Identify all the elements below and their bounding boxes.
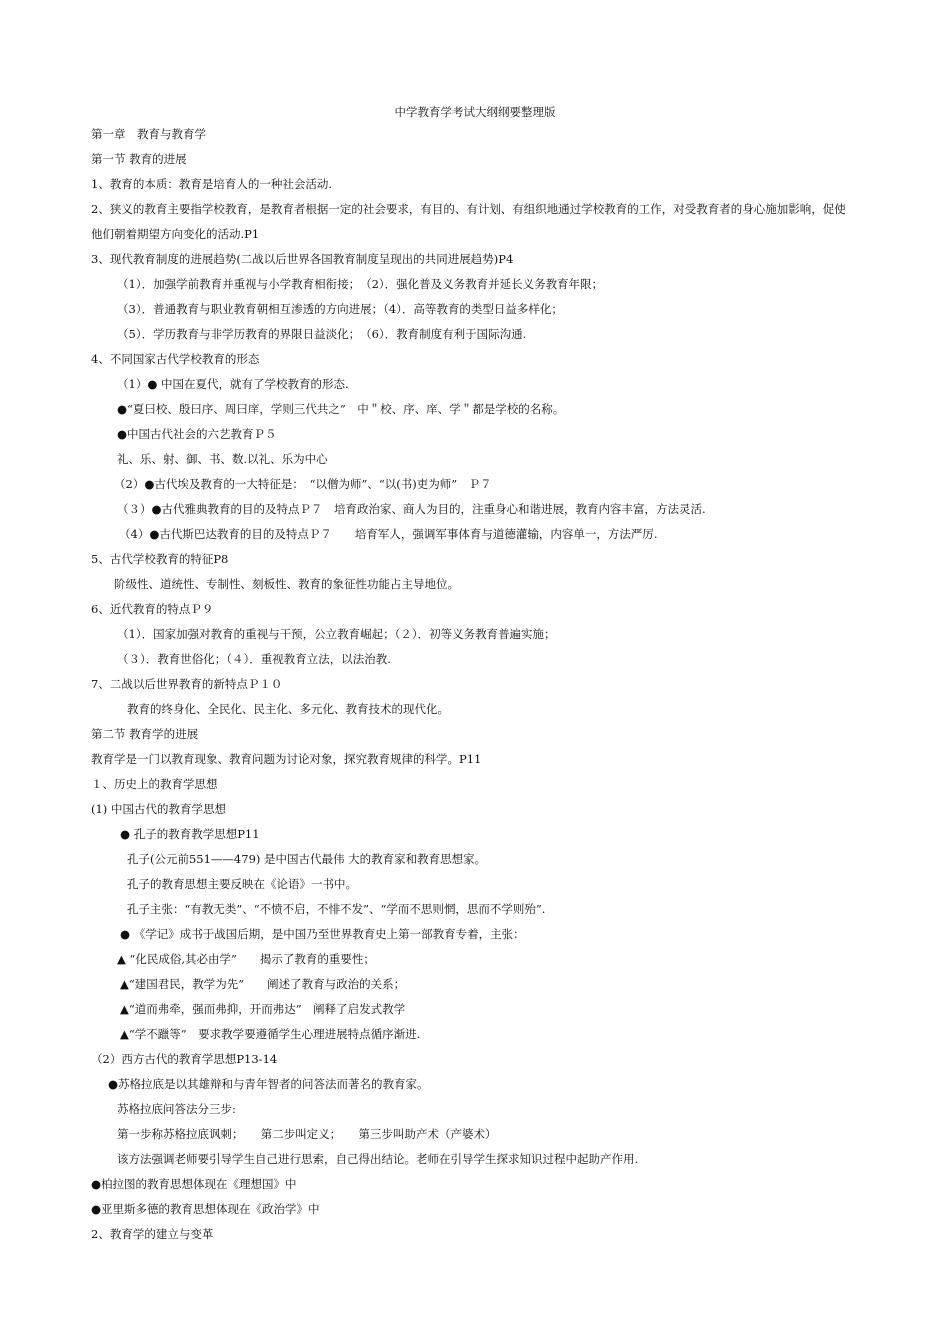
list-item — [0, 922, 950, 947]
text-line: （4）●古代斯巴达教育的目的及特点Ｐ７ 培育军人，强调军事体育与道德灌输，内容单一，方法严厉. — [119, 527, 658, 541]
paragraph-line — [0, 247, 950, 272]
list-item — [0, 822, 950, 847]
paragraph-line — [0, 797, 950, 822]
list-item — [0, 1122, 950, 1147]
list-item — [0, 1072, 950, 1097]
text-line: （2）西方古代的教育学思想P13-14 — [91, 1052, 278, 1066]
text-line: ●亚里斯多德的教育思想体现在《政治学》中 — [91, 1202, 320, 1216]
text-line: 第二节 教育学的进展 — [91, 727, 199, 741]
text-line: １、历史上的教育学思想 — [91, 777, 218, 791]
text-line: 孔子主张：“有教无类”、“不愤不启，不悱不发”、“学而不思则惘，思而不学则殆”. — [127, 902, 546, 916]
text-line: 礼、乐、射、御、书、数.以礼、乐为中心 — [117, 452, 328, 466]
paragraph-line — [0, 772, 950, 797]
text-line: ●“夏曰校、殷曰序、周曰庠，学则三代共之” 中＂校、序、庠、学＂都是学校的名称。 — [117, 402, 565, 416]
text-line: 阶级性、道统性、专制性、刻板性、教育的象征性功能占主导地位。 — [114, 577, 459, 591]
list-item — [0, 447, 950, 472]
text-line: 7、二战以后世界教育的新特点Ｐ１０ — [91, 677, 283, 691]
text-line: (1) 中国古代的教育学思想 — [91, 802, 226, 816]
list-item — [0, 1022, 950, 1047]
paragraph-line — [0, 172, 950, 197]
list-item — [0, 622, 950, 647]
document-title: 中学教育学考试大纲纲要整理版 — [394, 105, 556, 119]
list-item — [0, 1147, 950, 1172]
section-heading — [0, 722, 950, 747]
list-item — [0, 697, 950, 722]
list-item — [0, 972, 950, 997]
list-item — [0, 1097, 950, 1122]
text-line: 第一步称苏格拉底讽刺； 第二步叫定义； 第三步叫助产术（产婆术） — [117, 1127, 497, 1141]
text-line: 教育的终身化、全民化、民主化、多元化、教育技术的现代化。 — [127, 702, 449, 716]
list-item — [0, 872, 950, 897]
text-line: （1）● 中国在夏代，就有了学校教育的形态. — [117, 377, 349, 391]
list-item — [0, 897, 950, 922]
text-line: 第一节 教育的进展 — [91, 152, 187, 166]
paragraph-line — [0, 547, 950, 572]
text-line: ▲ “化民成俗,其必由学” 揭示了教育的重要性； — [117, 952, 375, 966]
list-item — [0, 522, 950, 547]
list-item — [0, 297, 950, 322]
text-line: ●苏格拉底是以其雄辩和与青年智者的问答法而著名的教育家。 — [108, 1077, 429, 1091]
text-line: ●中国古代社会的六艺教育Ｐ５ — [117, 427, 277, 441]
text-line: 3、现代教育制度的进展趋势(二战以后世界各国教育制度呈现出的共同进展趋势)P4 — [91, 252, 514, 266]
text-line: 孔子(公元前551——479) 是中国古代最伟 大的教育家和教育思想家。 — [127, 852, 487, 866]
list-item — [0, 497, 950, 522]
text-line: 他们朝着期望方向变化的活动.P1 — [91, 227, 260, 241]
text-line: （1）．加强学前教育并重视与小学教育相衔接； （2）．强化普及义务教育并延长义务教育年限； — [117, 277, 604, 291]
text-line: 2、教育学的建立与变革 — [91, 1227, 214, 1241]
list-item — [0, 472, 950, 497]
text-line: 6、近代教育的特点Ｐ９ — [91, 602, 214, 616]
list-item — [0, 997, 950, 1022]
list-item — [0, 372, 950, 397]
text-line: 第一章 教育与教育学 — [91, 127, 206, 141]
paragraph-line — [0, 222, 950, 247]
text-line: ● 《学记》成书于战国后期，是中国乃至世界教育史上第一部教育专着，主张： — [120, 927, 525, 941]
text-line: ▲“道而弗牵，强而弗抑，开而弗达” 阐释了启发式教学 — [120, 1002, 406, 1016]
text-line: 该方法强调老师要引导学生自己进行思索，自己得出结论。老师在引导学生探求知识过程中起助产作用. — [117, 1152, 639, 1166]
list-item — [0, 422, 950, 447]
text-line: （３）．教育世俗化；（４）．重视教育立法，以法治教. — [117, 652, 391, 666]
text-line: 苏格拉底问答法分三步: — [117, 1102, 236, 1116]
list-item — [0, 397, 950, 422]
list-item — [0, 847, 950, 872]
text-line: ▲“学不躐等” 要求教学要遵循学生心理进展特点循序渐进. — [120, 1027, 421, 1041]
text-line: （３）●古代雅典教育的目的及特点Ｐ７ 培育政治家、商人为目的，注重身心和谐进展，教育内容丰富，方法灵活. — [117, 502, 706, 516]
list-item — [0, 322, 950, 347]
paragraph-line — [0, 672, 950, 697]
paragraph-line — [0, 1197, 950, 1222]
text-line: 教育学是一门以教育现象、教育问题为讨论对象，探究教育规律的科学。P11 — [91, 752, 482, 766]
text-line: （3）．普通教育与职业教育朝相互渗透的方向进展；（4）．高等教育的类型日益多样化； — [117, 302, 563, 316]
paragraph-line — [0, 347, 950, 372]
text-line: 孔子的教育思想主要反映在《论语》一书中。 — [127, 877, 357, 891]
paragraph-line — [0, 747, 950, 772]
paragraph-line — [0, 1222, 950, 1247]
text-line: （2）●古代埃及教育的一大特征是： “以僧为师”、“以(书)吏为师” Ｐ７ — [114, 477, 492, 491]
text-line: （5）．学历教育与非学历教育的界限日益淡化； （6）．教育制度有利于国际沟通. — [117, 327, 527, 341]
paragraph-line — [0, 197, 950, 222]
list-item — [0, 572, 950, 597]
list-item — [0, 272, 950, 297]
list-item — [0, 947, 950, 972]
document-body — [0, 122, 950, 1247]
paragraph-line — [0, 597, 950, 622]
section-heading — [0, 147, 950, 172]
paragraph-line — [0, 1172, 950, 1197]
list-item — [0, 647, 950, 672]
text-line: 5、古代学校教育的特征P8 — [91, 552, 229, 566]
text-line: （1）．国家加强对教育的重视与干预，公立教育崛起；（２）．初等义务教育普遍实施； — [117, 627, 556, 641]
text-line: ● 孔子的教育教学思想P11 — [120, 827, 260, 841]
text-line: ▲“建国君民，教学为先” 阐述了教育与政治的关系； — [120, 977, 406, 991]
text-line: ●柏拉图的教育思想体现在《理想国》中 — [91, 1177, 297, 1191]
text-line: 4、不同国家古代学校教育的形态 — [91, 352, 260, 366]
text-line: 1、教育的本质：教育是培育人的一种社会活动. — [91, 177, 332, 191]
paragraph-line — [0, 1047, 950, 1072]
text-line: 2、狭义的教育主要指学校教育，是教育者根据一定的社会要求，有目的、有计划、有组织地通过学校教育的工作，对受教育者的身心施加影响，促使 — [91, 202, 846, 216]
chapter-heading — [0, 122, 950, 147]
